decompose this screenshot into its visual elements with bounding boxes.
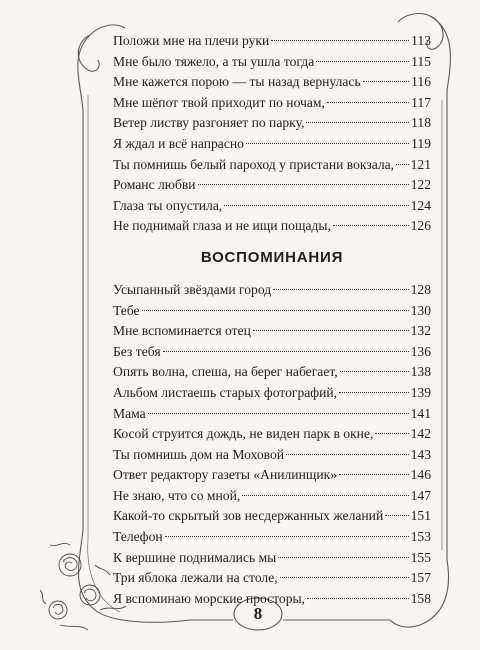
toc-entry-title: Глаза ты опустила,: [113, 197, 223, 213]
toc-entry: [113, 93, 431, 114]
toc-entry-page: 153: [410, 529, 431, 545]
dot-leader: [307, 598, 409, 599]
dot-leader: [333, 225, 409, 226]
dot-leader: [286, 454, 409, 455]
dot-leader: [271, 40, 409, 41]
dot-leader: [224, 205, 408, 206]
toc-entry-title: Опять волна, спеша, на берег набегает,: [113, 364, 338, 380]
dot-leader: [385, 515, 408, 516]
toc-entry: [113, 424, 431, 445]
toc-entry-title: Романс любви: [113, 177, 196, 193]
toc-entry: [113, 31, 431, 52]
dot-leader: [339, 474, 409, 475]
toc-entry: [113, 465, 431, 486]
toc-entry-title: Косой струится дождь, не виден парк в окне,: [113, 426, 374, 442]
toc-entry-page: 121: [410, 156, 431, 172]
dot-leader: [148, 413, 409, 414]
toc-entry-title: Мне кажется порою — ты назад вернулась: [113, 74, 361, 90]
toc-entry: [113, 342, 431, 363]
dot-leader: [327, 102, 409, 103]
toc-entry-title: Не знаю, что со мной,: [113, 487, 241, 503]
toc-entry-page: 151: [410, 508, 431, 524]
dot-leader: [242, 495, 408, 496]
dot-leader: [273, 289, 408, 290]
toc-entry-page: 139: [410, 384, 431, 400]
toc-entry: [113, 486, 431, 507]
toc-entry-title: Я вспоминаю морские просторы,: [113, 590, 306, 606]
toc-entry: [113, 196, 431, 217]
toc-entry: [113, 280, 431, 301]
toc-entry-page: 124: [410, 197, 431, 213]
toc-entry: [113, 155, 431, 176]
toc-entry: [113, 383, 431, 404]
page-number: 8: [253, 604, 263, 623]
toc-entry-title: К вершине поднимались мы: [113, 549, 277, 565]
toc-entry-title: Какой-то скрытый зов несдержанных желаний: [113, 508, 384, 524]
dot-leader: [253, 330, 409, 331]
dot-leader: [198, 184, 409, 185]
toc-entry: [113, 216, 431, 237]
toc-entry-title: Ты помнишь дом на Моховой: [113, 446, 285, 462]
dot-leader: [340, 371, 409, 372]
table-of-contents: [113, 31, 431, 609]
dot-leader: [316, 61, 409, 62]
toc-entry: [113, 301, 431, 322]
dot-leader: [363, 81, 409, 82]
toc-entry-title: Я ждал и всё напрасно: [113, 135, 244, 151]
toc-entry-page: 117: [411, 94, 431, 110]
toc-entry-title: Альбом листаешь старых фотографий,: [113, 384, 338, 400]
page-number-badge: [233, 597, 283, 631]
dot-leader: [339, 392, 409, 393]
toc-entry-page: 143: [410, 446, 431, 462]
toc-entry-page: 157: [410, 570, 431, 586]
toc-entry-page: 158: [410, 590, 431, 606]
toc-entry-title: Усыпанный звёздами город: [113, 281, 272, 297]
toc-entry-page: 136: [410, 343, 431, 359]
toc-entry-title: Телефон: [113, 529, 163, 545]
toc-entry-page: 142: [410, 426, 431, 442]
toc-entry-title: Без тебя: [113, 343, 161, 359]
toc-entry-page: 130: [410, 302, 431, 318]
toc-entry-title: Не поднимай глаза и не ищи пощады,: [113, 218, 331, 234]
dot-leader: [142, 310, 409, 311]
toc-entry: [113, 548, 431, 569]
toc-entry-page: 141: [410, 405, 431, 421]
toc-entry-page: 122: [410, 177, 431, 193]
toc-entry-page: 132: [410, 323, 431, 339]
toc-entry-title: Ветер листву разгоняет по парку,: [113, 115, 305, 131]
toc-entry-title: Мне шёпот твой приходит по ночам,: [113, 94, 325, 110]
toc-entry: [113, 362, 431, 383]
dot-leader: [396, 164, 409, 165]
section-heading: ВОСПОМИНАНИЯ: [200, 248, 344, 266]
toc-entry-title: Мне было тяжело, а ты ушла тогда: [113, 53, 315, 69]
toc-entry: [113, 72, 431, 93]
toc-entry: [113, 134, 431, 155]
toc-entry-title: Положи мне на плечи руки: [113, 33, 270, 48]
toc-entry: [113, 113, 431, 134]
dot-leader: [306, 122, 409, 123]
toc-entry-page: 146: [410, 467, 431, 483]
toc-entry-page: 138: [410, 364, 431, 380]
dot-leader: [163, 351, 409, 352]
toc-entry-title: Мама: [113, 405, 146, 421]
toc-entry-title: Три яблока лежали на столе,: [113, 570, 278, 586]
dot-leader: [246, 143, 409, 144]
toc-entry: [113, 568, 431, 589]
toc-entry: [113, 175, 431, 196]
toc-entry-title: Ответ редактору газеты «Анилинщик»: [113, 467, 337, 483]
toc-entry-page: 116: [411, 74, 431, 90]
toc-entry-page: 128: [410, 281, 431, 297]
dot-leader: [165, 536, 409, 537]
dot-leader: [375, 433, 408, 434]
toc-entry: [113, 52, 431, 73]
toc-entry: [113, 445, 431, 466]
toc-entry: [113, 404, 431, 425]
toc-entry-title: Мне вспоминается отец: [113, 323, 251, 339]
toc-entry-page: 118: [411, 115, 431, 131]
toc-entry: [113, 321, 431, 342]
toc-entry-page: 126: [410, 218, 431, 234]
toc-entry-page: 113: [411, 33, 431, 48]
dot-leader: [280, 577, 409, 578]
toc-entry-page: 147: [410, 487, 431, 503]
toc-entry-page: 115: [411, 53, 431, 69]
toc-entry-title: Ты помнишь белый пароход у пристани вокзала,: [113, 156, 395, 172]
toc-entry-title: Тебе: [113, 302, 140, 318]
dot-leader: [278, 557, 408, 558]
toc-entry: [113, 527, 431, 548]
toc-entry-page: 155: [410, 549, 431, 565]
toc-entry: [113, 506, 431, 527]
toc-entry-page: 119: [411, 135, 431, 151]
